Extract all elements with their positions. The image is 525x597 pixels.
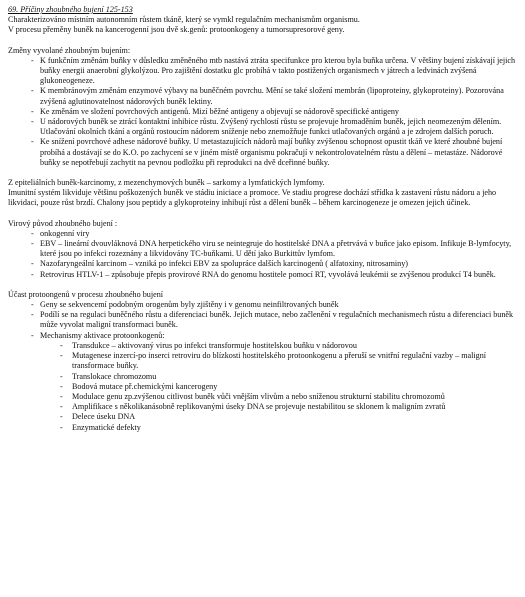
list-item: - Modulace genu zp.zvýšenou citlivost buněk vůči vnějším vlivům a nebo sníženou strukturní stabilitu chromozomů [40, 392, 517, 402]
list-item: - Delece úseku DNA [40, 412, 517, 422]
epithelial-line-2: Imunitní systém likviduje většinu poškozených buněk ve stádiu iniciace a promoce. Ve stadiu progrese dochází střídka k zastavení růstu nádoru a jeho likvidaci, pouze růst brzdí. Chalony jsou peptidy a glykoproteiny inhibují růst a dělení buněk – během karcinogeneze je omezen jejich účinek. [8, 188, 497, 208]
list-item: - Enzymatické defekty [40, 423, 517, 433]
list-item: - Podílí se na regulaci buněčného růstu a diferenciaci buněk. Jejich mutace, nebo začlenění v regulačních mechanismech růstu a diferenciaci buněk může vyvolat maligní transformaci buněk. [8, 310, 517, 330]
epithelial-line-1: Z epiteliálních buněk-karcinomy, z mezenchymových buněk – sarkomy a lymfatických lymfomy. [8, 178, 325, 188]
list-item: - Ke změnám ve složení povrchových antigenů. Mizí běžné antigeny a objevují se nádorově specifické antigeny [8, 107, 517, 117]
list-item: - Translokace chromozomu [40, 372, 517, 382]
changes-list [8, 56, 517, 168]
list-item: - Transdukce – aktivovaný virus po infekci transformuje hostitelskou buňku v nádorovou [40, 341, 517, 351]
proto-heading: Účast protoongenů v procesu zhoubného bujení [8, 289, 164, 299]
list-item: - Amplifikace s několikanásobně replikovanými úseky DNA se projevuje nestabilitou se sklonem k maligním zvratů [40, 402, 517, 412]
list-item: - U nádorových buněk se ztrácí kontaktní inhibice růstu. Zvýšený rychlostí růstu se projevuje hromaděním buněk, jejich neomezeným dělením. Utlačování okolních tkání a orgánů rostoucím nádorem sníženje nebo znemožňuje funkci utlačovaných orgánů a je zdrojem dalších poruch. [8, 117, 517, 137]
proto-list [8, 300, 517, 433]
viral-list [8, 229, 517, 280]
list-item: - Bodová mutace př.chemickými kancerogeny [40, 382, 517, 392]
list-item: - Mutagenese inzercí-po inserci retroviru do blízkosti hostitelského protoonkogenu a přeruší se vnitřní regulační vazby – maligní transformace buňky. [40, 351, 517, 371]
doc-title: 69. Příčiny zhoubného bujení 125-153 [8, 5, 133, 14]
list-item: - Nazofaryngeální karcinom – vzniká po infekci EBV za spolupráce dalších karcinogenů ( alfatoxiny, nitrosaminy) [8, 259, 517, 269]
list-item: - Ke snížení povrchové adhese nádorové buňky. U metastazujících nádorů mají buňky zvýšenou schopnost opustit tkáň ve které zhoubné bujení probíhá a dostávají se do K.O. po zachycení se v jiném místě organismu pokračují v nekontrolovatelném růstu a dělení – metastáze. Nádorové buňky se nepotřebují zachytit na pevnou podložku při reprodukci na dvě dceřinné buňky. [8, 137, 517, 168]
mechanisms-list [40, 341, 517, 433]
list-item: - K membránovým změnám enzymové výbavy na buněčném povrchu. Mění se také složení membrán (lipoproteiny, glykoproteiny). Pozorována zvýšená aglutinovatelnost nádorových buněk lektiny. [8, 86, 517, 106]
list-item: - Geny se sekvencemí podobným orogenům byly zjištěny i v genomu neinfiltrovaných buněk [8, 300, 517, 310]
intro-line-1: Charakterizováno místním autonomním růstem tkáně, který se vymkl regulačním mechanismům organismu. [8, 15, 360, 25]
list-item: - EBV – lineární dvouvláknová DNA herpetického viru se neintegruje do hostitelské DNA a přetrvává v buňce jako episom. Infikuje B-lymfocyty, které jsou po infekci rozeznány a likvidovány TC-buňkami. U dětí jako Burkittův lymfom. [8, 239, 517, 259]
viral-heading: Virový původ zhoubného bujení : [8, 218, 118, 228]
list-item: - K funkčním změnám buňky v důsledku změněného mtb nastává ztráta specifunkce pro kterou byla buňka určena. V většiny bujení získávají jejich buňky energii anaerobní glykolýzou. Pro zajištění dostatku glc probíhá v takto postižených organismech v játrech a ledvinách zvýšená glukoneogeneze. [8, 56, 517, 87]
list-item: - onkogenní viry [8, 229, 517, 239]
mechanisms-heading: Mechanismy aktivace protoonkogenů: [40, 330, 165, 340]
changes-heading: Změny vyvolané zhoubným bujením: [8, 45, 131, 55]
list-item [8, 331, 517, 433]
intro-line-2: V procesu přeměny buněk na kancerogenní jsou dvě sk.genů: protoonkogeny a tumorsupresorové geny. [8, 25, 345, 35]
list-item: - Retrovirus HTLV-1 – způsobuje přepis provirové RNA do genomu hostitele pomocí RT, vyvolává leukémii se zvýšenou produkcí T4 buněk. [8, 270, 517, 280]
